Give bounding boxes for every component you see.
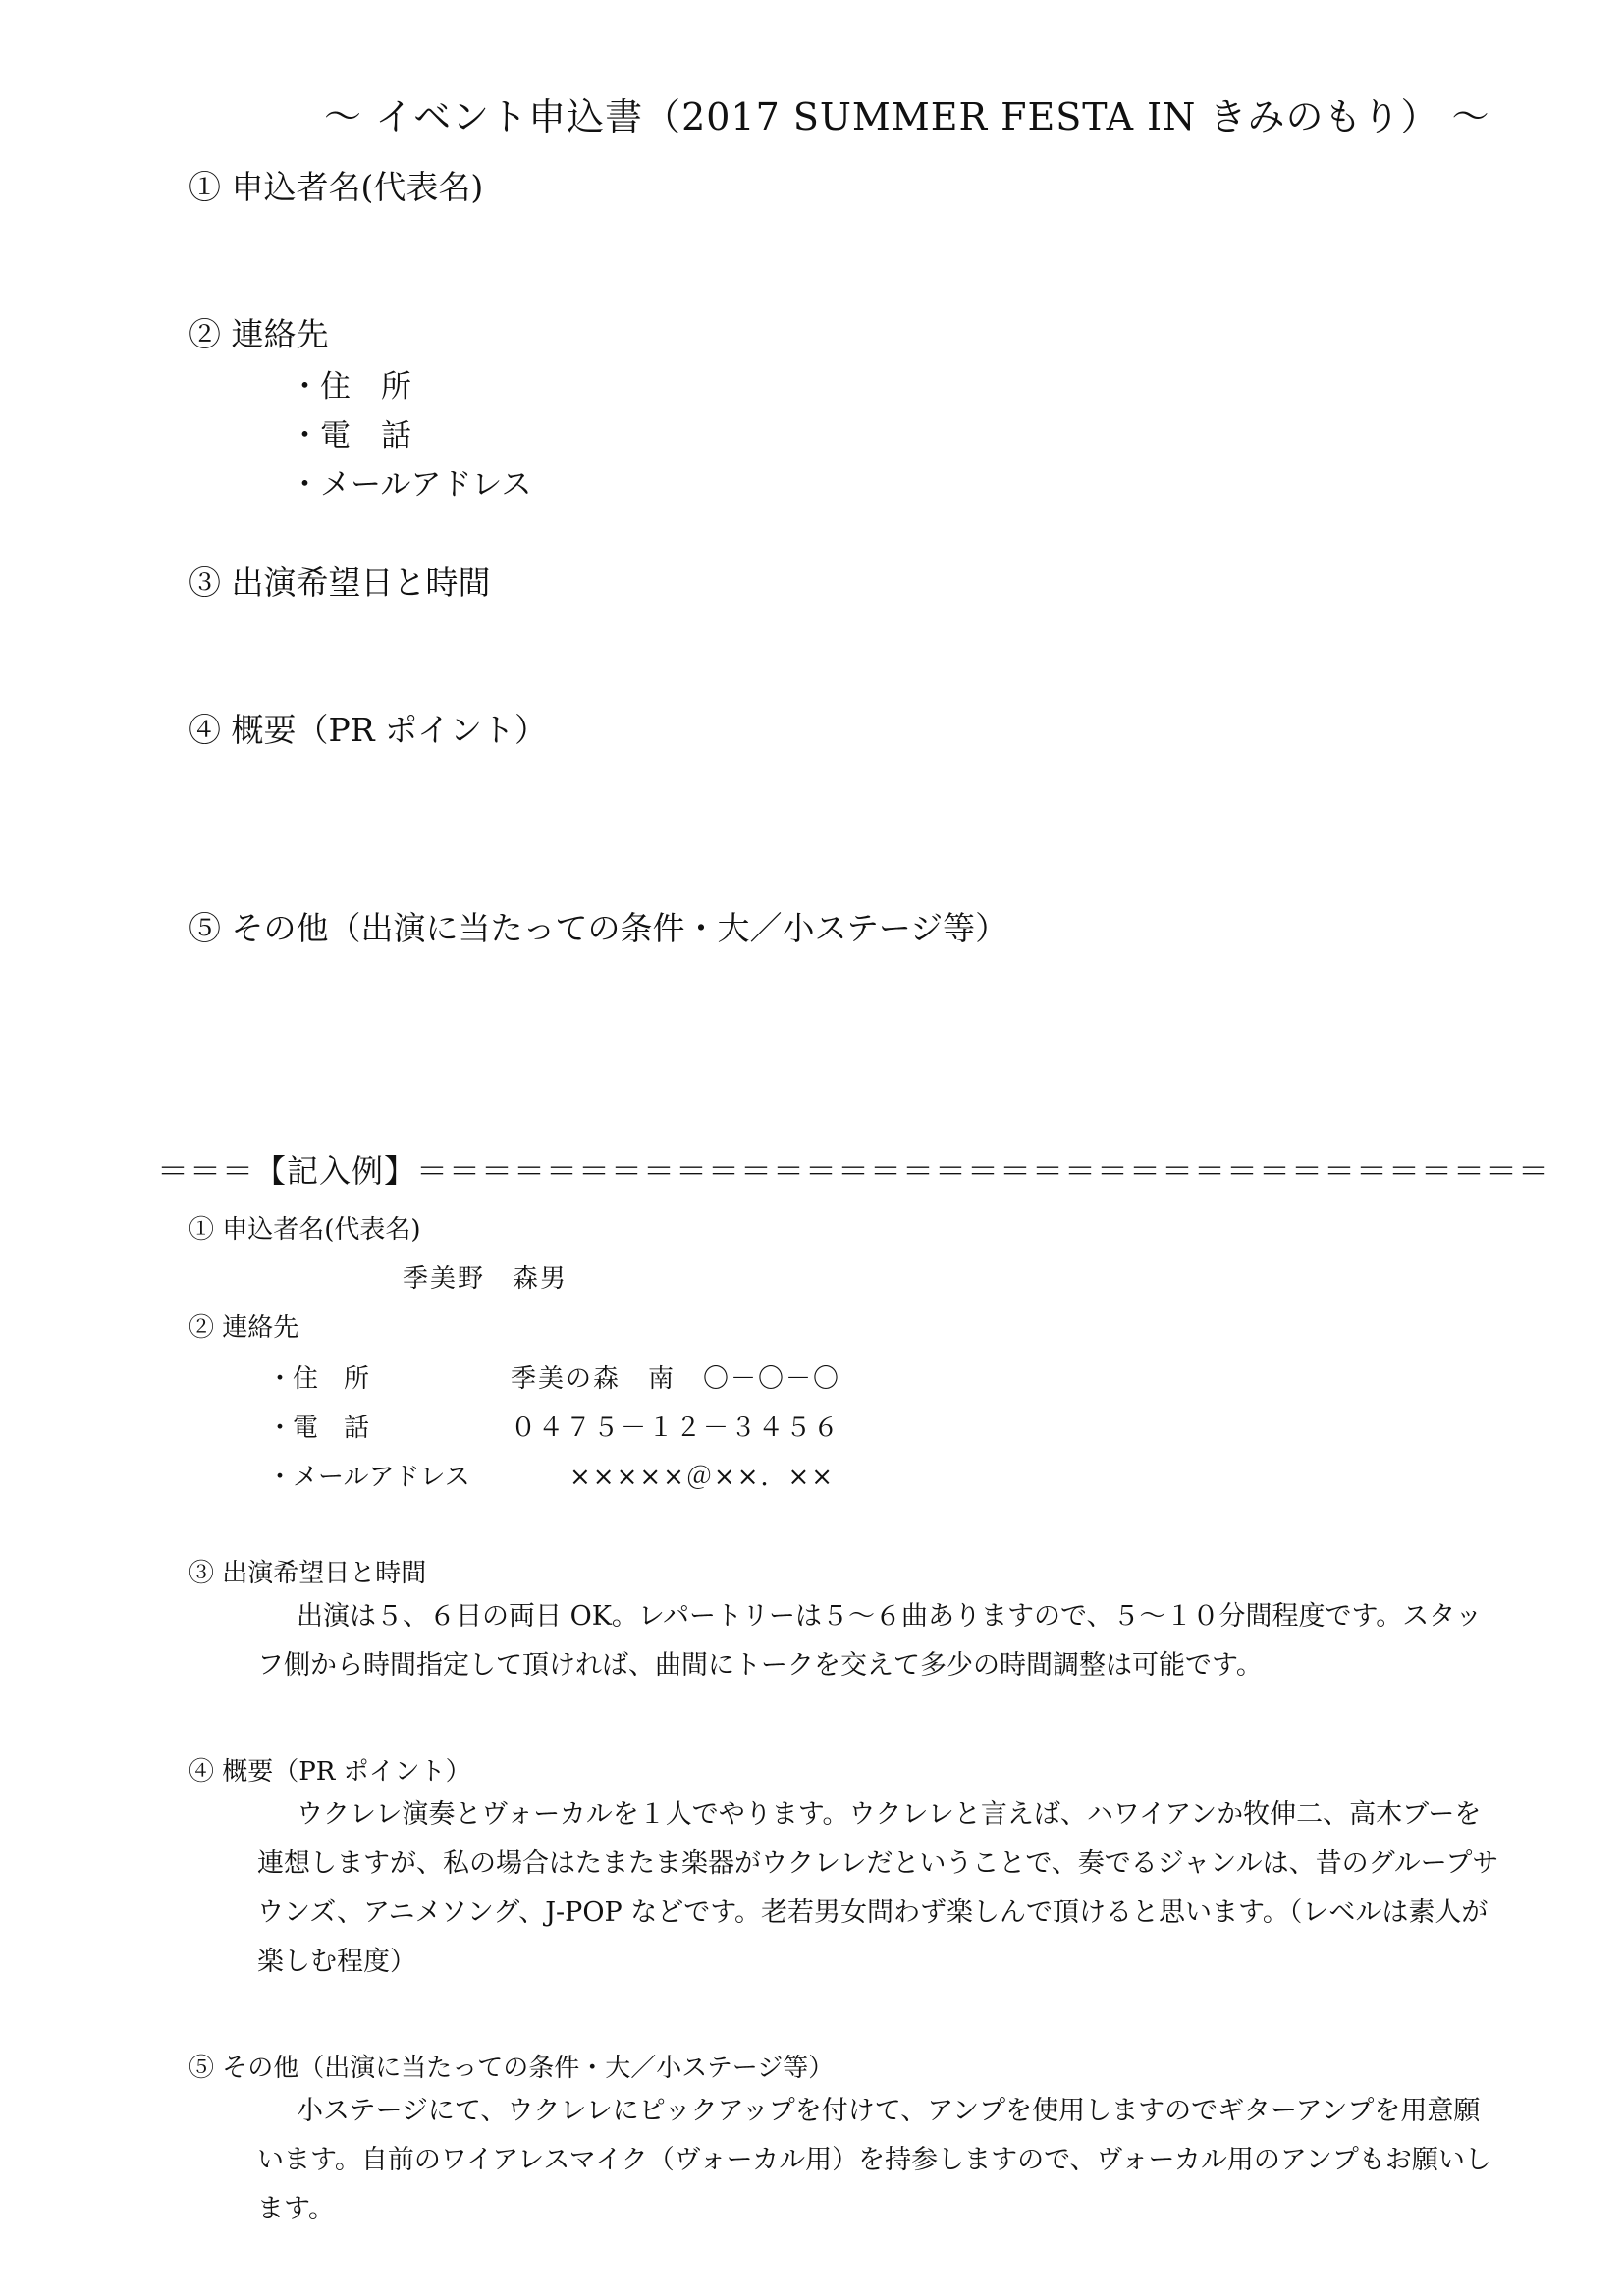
form-phone-label: ・電 話	[290, 418, 411, 454]
example-name-value: 季美野 森男	[403, 1264, 568, 1294]
form-address-label: ・住 所	[290, 369, 411, 404]
example-address-label: ・住 所	[267, 1364, 370, 1394]
example-separator: ＝＝＝【記入例】＝＝＝＝＝＝＝＝＝＝＝＝＝＝＝＝＝＝＝＝＝＝＝＝＝＝＝＝＝＝＝＝＝＝＝	[157, 1152, 1551, 1190]
example-section-4-text: ウクレレ演奏とヴォーカルを１人でやります。ウクレレと言えば、ハワイアンか牧伸二、高木ブーを連想しますが、私の場合はたまたま楽器がウクレレだということで、奏でるジャンルは、昔のグループサウンズ、アニメソング、J-POP などです。老若男女問わず楽しんで頂けると思います。（レベルは素人が楽しむ程度）	[257, 1799, 1499, 1977]
form-section-1-heading: ① 申込者名(代表名)	[189, 168, 484, 206]
page-title: ～ イベント申込書（2017 SUMMER FESTA IN きみのもり） ～	[324, 95, 1490, 138]
form-section-2-heading: ② 連絡先	[189, 315, 329, 353]
example-section-5-heading: ⑤ その他（出演に当たっての条件・大／小ステージ等）	[189, 2054, 835, 2083]
example-section-4-heading: ④ 概要（PR ポイント）	[189, 1757, 471, 1787]
form-section-4-heading: ④ 概要（PR ポイント）	[189, 711, 548, 749]
form-email-label: ・メールアドレス	[290, 467, 532, 503]
example-phone-label: ・電 話	[267, 1414, 370, 1443]
example-address-value: 季美の森 南 〇－〇－〇	[511, 1364, 841, 1394]
form-section-3-heading: ③ 出演希望日と時間	[189, 563, 491, 602]
example-section-5-text: 小ステージにて、ウクレレにピックアップを付けて、アンプを使用しますのでギターアンプを用意願います。自前のワイアレスマイク（ヴォーカル用）を持参しますので、ヴォーカル用のアンプもお願いします。	[257, 2096, 1491, 2224]
example-email-label: ・メールアドレス	[267, 1463, 470, 1492]
example-section-2-heading: ② 連絡先	[189, 1313, 299, 1343]
example-section-3-heading: ③ 出演希望日と時間	[189, 1559, 427, 1588]
example-section-3-text: 出演は５、６日の両日 OK。レパートリーは５～６曲ありますので、５～１０分間程度です。スタッフ側から時間指定して頂ければ、曲間にトークを交えて多少の時間調整は可能です。	[257, 1601, 1483, 1681]
form-section-5-heading: ⑤ その他（出演に当たっての条件・大／小ステージ等）	[189, 909, 1008, 947]
example-phone-value: ０４７５－１２－３４５６	[511, 1414, 841, 1443]
example-section-1-heading: ① 申込者名(代表名)	[189, 1215, 421, 1245]
example-email-value: ×××××＠××．××	[569, 1463, 836, 1492]
